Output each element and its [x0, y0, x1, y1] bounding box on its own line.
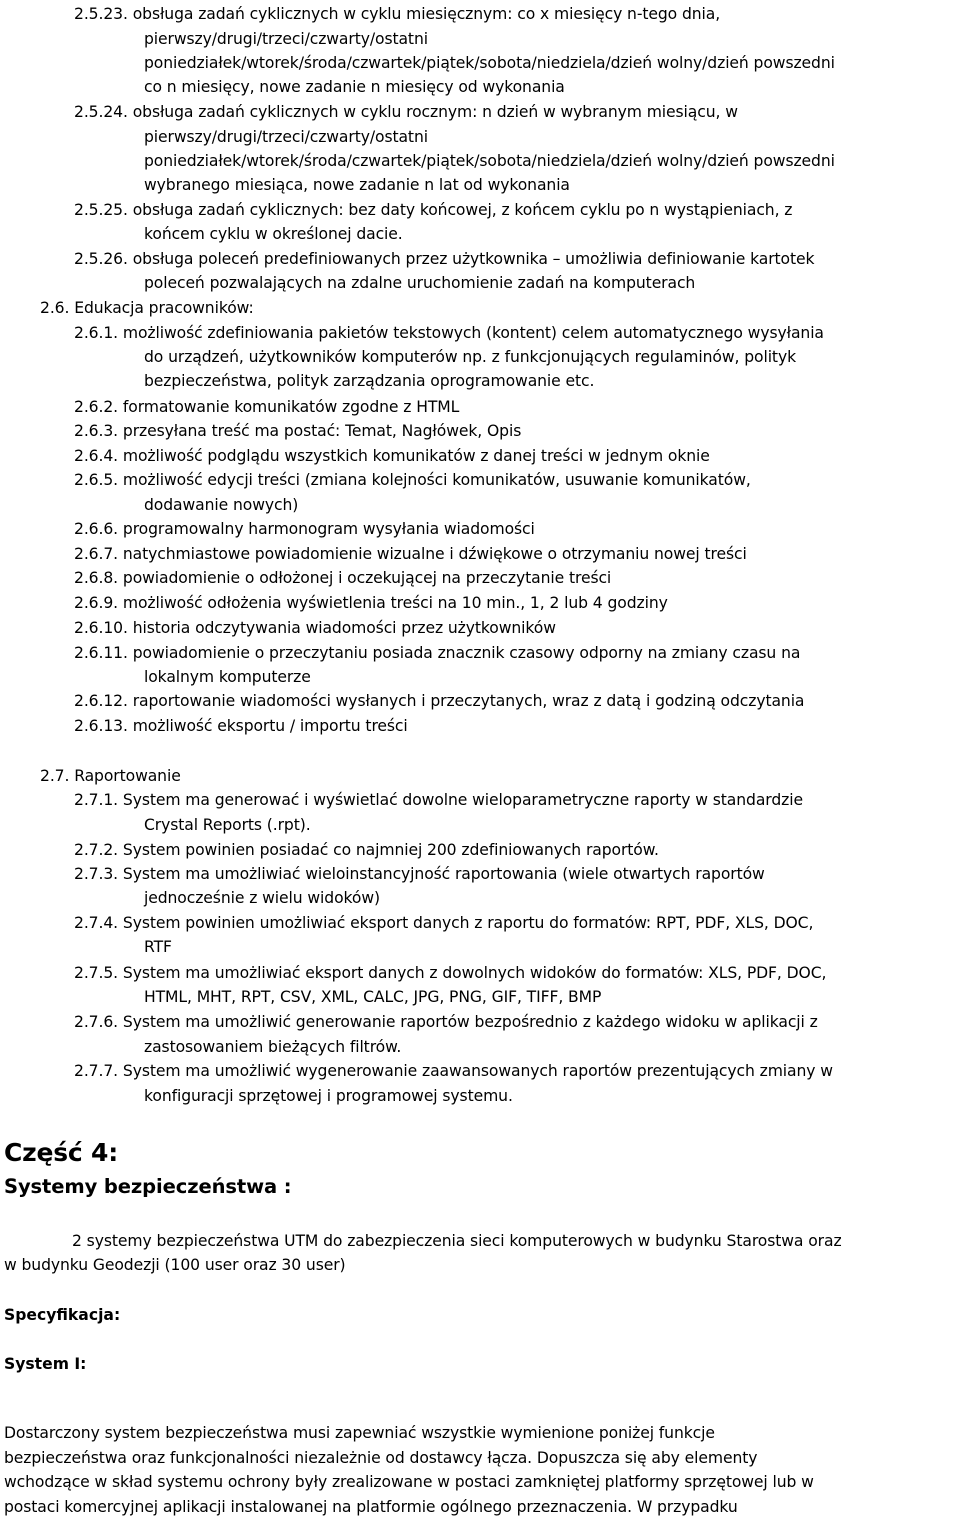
item-2-5-23: 2.5.23. obsługa zadań cyklicznych w cyklu miesięcznym: co x miesięcy n-tego dnia,	[74, 5, 721, 23]
spec-label: Specyfikacja:	[4, 1306, 121, 1324]
item-2-6-6: 2.6.6. programowalny harmonogram wysyłania wiadomości	[74, 520, 535, 538]
part-title: Część 4:	[4, 1138, 119, 1167]
item-2-6-1: 2.6.1. możliwość zdefiniowania pakietów tekstowych (kontent) celem automatycznego wysyłania	[74, 324, 824, 342]
intro-paragraph: 2 systemy bezpieczeństwa UTM do zabezpieczenia sieci komputerowych w budynku Starostwa oraz	[72, 1232, 842, 1250]
item-2-6-11-cont: lokalnym komputerze	[144, 668, 311, 686]
item-2-5-23-cont: pierwszy/drugi/trzeci/czwarty/ostatni	[144, 30, 428, 48]
item-2-7-4-cont: RTF	[144, 938, 172, 956]
item-2-7-2: 2.7.2. System powinien posiadać co najmniej 200 zdefiniowanych raportów.	[74, 841, 659, 859]
item-2-6-3: 2.6.3. przesyłana treść ma postać: Temat, Nagłówek, Opis	[74, 422, 522, 440]
item-2-6-11: 2.6.11. powiadomienie o przeczytaniu posiada znacznik czasowy odporny na zmiany czasu na	[74, 644, 801, 662]
item-2-6-10: 2.6.10. historia odczytywania wiadomości przez użytkowników	[74, 619, 556, 637]
heading-2-6: 2.6. Edukacja pracowników:	[40, 299, 254, 317]
system-label: System I:	[4, 1355, 87, 1373]
item-2-6-13: 2.6.13. możliwość eksportu / importu treści	[74, 717, 408, 735]
body-paragraph: wchodzące w skład systemu ochrony były zrealizowane w postaci zamkniętej platformy sprzętowej lub w	[4, 1473, 814, 1491]
item-2-6-5: 2.6.5. możliwość edycji treści (zmiana kolejności komunikatów, usuwanie komunikatów,	[74, 471, 751, 489]
item-2-7-3: 2.7.3. System ma umożliwiać wieloinstancyjność raportowania (wiele otwartych raportów	[74, 865, 765, 883]
item-2-5-26: 2.5.26. obsługa poleceń predefiniowanych przez użytkownika – umożliwia definiowanie kartotek	[74, 250, 815, 268]
item-2-5-24-cont: poniedziałek/wtorek/środa/czwartek/piątek/sobota/niedziela/dzień wolny/dzień powszedni	[144, 152, 835, 170]
body-paragraph: bezpieczeństwa oraz funkcjonalności niezależnie od dostawcy łącza. Dopuszcza się aby elementy	[4, 1449, 758, 1467]
item-2-5-23-cont: co n miesięcy, nowe zadanie n miesięcy od wykonania	[144, 78, 565, 96]
item-2-5-25-cont: końcem cyklu w określonej dacie.	[144, 225, 403, 243]
item-2-6-5-cont: dodawanie nowych)	[144, 496, 299, 514]
item-2-7-3-cont: jednocześnie z wielu widoków)	[144, 889, 380, 907]
item-2-6-2: 2.6.2. formatowanie komunikatów zgodne z HTML	[74, 398, 460, 416]
item-2-5-23-cont: poniedziałek/wtorek/środa/czwartek/piątek/sobota/niedziela/dzień wolny/dzień powszedni	[144, 54, 835, 72]
item-2-6-8: 2.6.8. powiadomienie o odłożonej i oczekującej na przeczytanie treści	[74, 569, 612, 587]
heading-2-7: 2.7. Raportowanie	[40, 767, 181, 785]
item-2-6-7: 2.6.7. natychmiastowe powiadomienie wizualne i dźwiękowe o otrzymaniu nowej treści	[74, 545, 747, 563]
item-2-5-25: 2.5.25. obsługa zadań cyklicznych: bez daty końcowej, z końcem cyklu po n wystąpieniach, z	[74, 201, 793, 219]
item-2-7-4: 2.7.4. System powinien umożliwiać eksport danych z raportu do formatów: RPT, PDF, XLS, DOC,	[74, 914, 814, 932]
item-2-7-5: 2.7.5. System ma umożliwiać eksport danych z dowolnych widoków do formatów: XLS, PDF, DOC,	[74, 964, 827, 982]
item-2-5-24-cont: pierwszy/drugi/trzeci/czwarty/ostatni	[144, 128, 428, 146]
item-2-7-7: 2.7.7. System ma umożliwić wygenerowanie zaawansowanych raportów prezentujących zmiany w	[74, 1062, 833, 1080]
body-paragraph: Dostarczony system bezpieczeństwa musi zapewniać wszystkie wymienione poniżej funkcje	[4, 1424, 715, 1442]
item-2-7-7-cont: konfiguracji sprzętowej i programowej systemu.	[144, 1087, 513, 1105]
item-2-5-24-cont: wybranego miesiąca, nowe zadanie n lat od wykonania	[144, 176, 570, 194]
intro-paragraph: w budynku Geodezji (100 user oraz 30 user)	[4, 1256, 346, 1274]
body-paragraph: postaci komercyjnej aplikacji instalowanej na platformie ogólnego przeznaczenia. W przypadku	[4, 1498, 738, 1516]
item-2-6-1-cont: bezpieczeństwa, polityk zarządzania oprogramowanie etc.	[144, 372, 595, 390]
item-2-7-1-cont: Crystal Reports (.rpt).	[144, 816, 311, 834]
section-title: Systemy bezpieczeństwa :	[4, 1175, 292, 1198]
item-2-7-5-cont: HTML, MHT, RPT, CSV, XML, CALC, JPG, PNG, GIF, TIFF, BMP	[144, 988, 602, 1006]
item-2-7-1: 2.7.1. System ma generować i wyświetlać dowolne wieloparametryczne raporty w standardzie	[74, 791, 803, 809]
item-2-6-4: 2.6.4. możliwość podglądu wszystkich komunikatów z danej treści w jednym oknie	[74, 447, 710, 465]
item-2-6-1-cont: do urządzeń, użytkowników komputerów np. z funkcjonujących regulaminów, polityk	[144, 348, 797, 366]
item-2-7-6-cont: zastosowaniem bieżących filtrów.	[144, 1038, 402, 1056]
item-2-5-26-cont: poleceń pozwalających na zdalne uruchomienie zadań na komputerach	[144, 274, 696, 292]
item-2-6-12: 2.6.12. raportowanie wiadomości wysłanych i przeczytanych, wraz z datą i godziną odczytania	[74, 692, 805, 710]
item-2-5-24: 2.5.24. obsługa zadań cyklicznych w cyklu rocznym: n dzień w wybranym miesiącu, w	[74, 103, 738, 121]
item-2-7-6: 2.7.6. System ma umożliwić generowanie raportów bezpośrednio z każdego widoku w aplikacji z	[74, 1013, 818, 1031]
item-2-6-9: 2.6.9. możliwość odłożenia wyświetlenia treści na 10 min., 1, 2 lub 4 godziny	[74, 594, 668, 612]
